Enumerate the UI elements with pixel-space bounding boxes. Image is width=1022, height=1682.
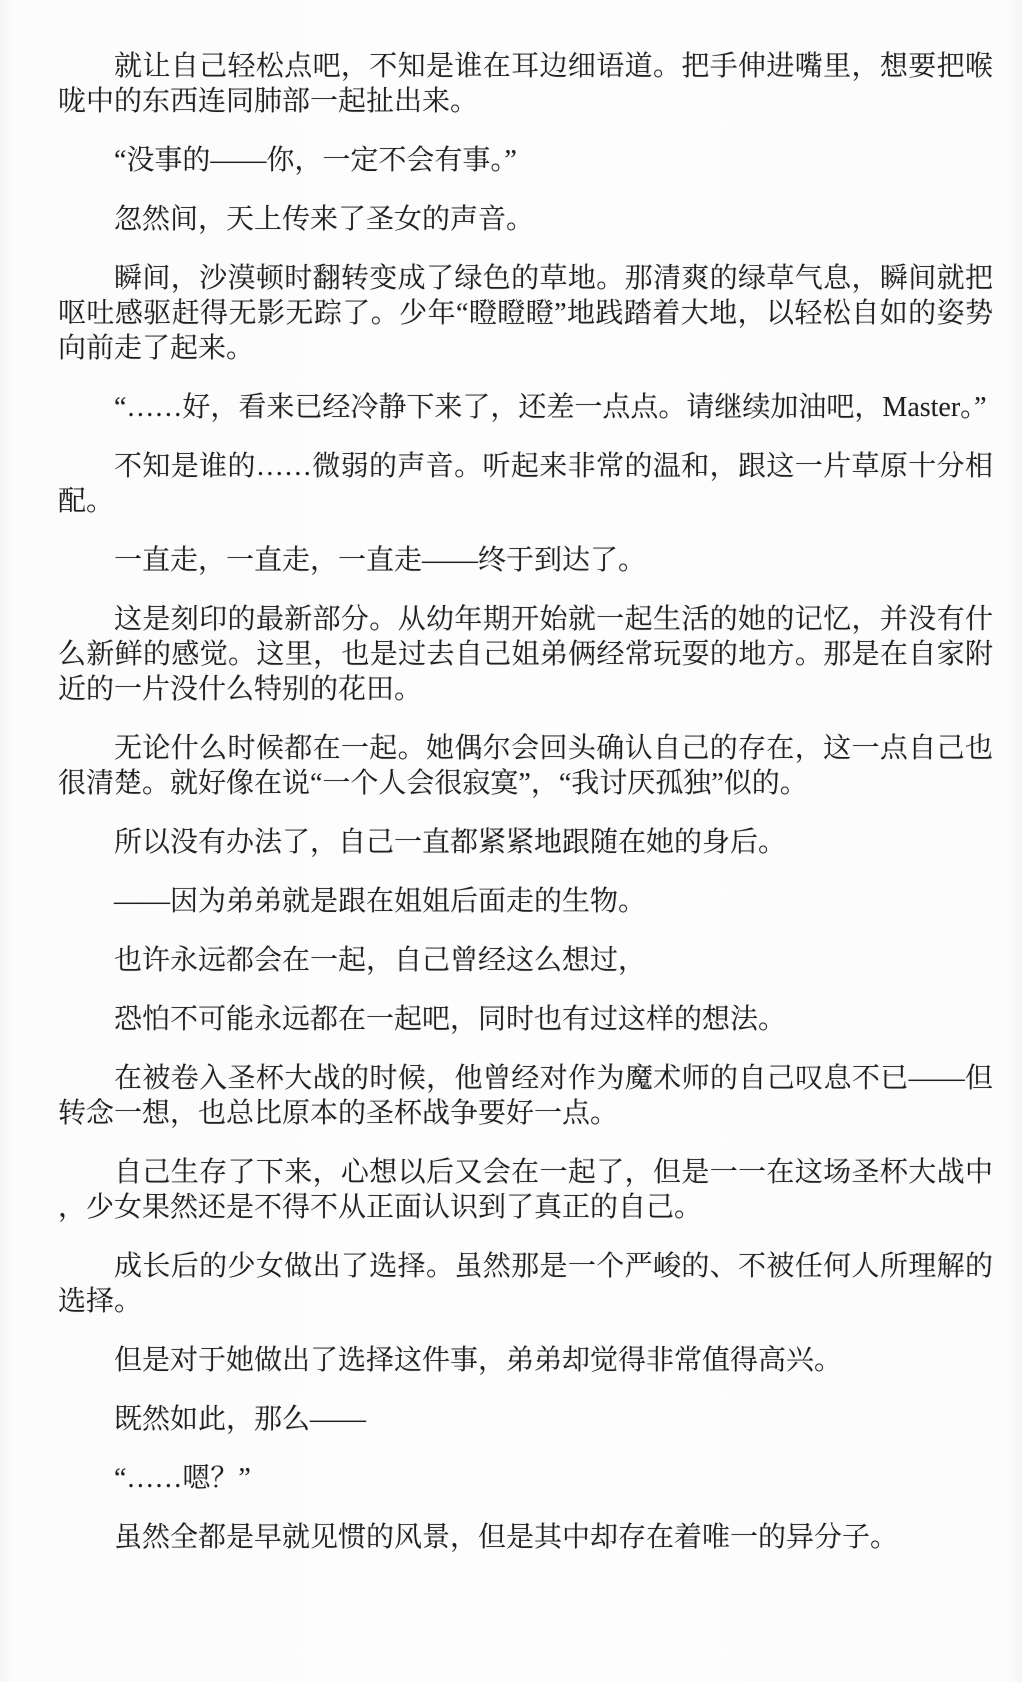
paragraph: 也许永远都会在一起，自己曾经这么想过，: [114, 945, 647, 976]
paragraph: 自己生存了下来，心想以后又会在一起了，但是一一在这场圣杯大战中，少女果然还是不得不从正面认识到了真正的自己。: [58, 1157, 993, 1223]
paragraph: ——因为弟弟就是跟在姐姐后面走的生物。: [114, 886, 647, 917]
paragraph: 恐怕不可能永远都在一起吧，同时也有过这样的想法。: [114, 1004, 787, 1035]
paragraph: 忽然间，天上传来了圣女的声音。: [114, 204, 535, 235]
paragraph: 所以没有办法了，自己一直都紧紧地跟随在她的身后。: [114, 827, 787, 858]
paragraph: “没事的——你，一定不会有事。”: [114, 145, 517, 176]
paragraph: 但是对于她做出了选择这件事，弟弟却觉得非常值得高兴。: [114, 1345, 843, 1376]
paragraph: 无论什么时候都在一起。她偶尔会回头确认自己的存在，这一点自己也很清楚。就好像在说“一个人会很寂寞”，“我讨厌孤独”似的。: [58, 733, 993, 799]
paragraph: 就让自己轻松点吧，不知是谁在耳边细语道。把手伸进嘴里，想要把喉咙中的东西连同肺部一起扯出来。: [58, 51, 993, 117]
paragraph: 瞬间，沙漠顿时翻转变成了绿色的草地。那清爽的绿草气息，瞬间就把呕吐感驱赶得无影无踪了。少年“瞪瞪瞪”地践踏着大地，以轻松自如的姿势向前走了起来。: [58, 263, 993, 364]
paragraph: 既然如此，那么——: [114, 1404, 367, 1435]
paragraph: 不知是谁的……微弱的声音。听起来非常的温和，跟这一片草原十分相配。: [58, 451, 993, 517]
paragraph: 成长后的少女做出了选择。虽然那是一个严峻的、不被任何人所理解的选择。: [58, 1251, 993, 1317]
paragraph: 一直走，一直走，一直走——终于到达了。: [114, 545, 647, 576]
paragraph: 在被卷入圣杯大战的时候，他曾经对作为魔术师的自己叹息不已——但转念一想，也总比原本的圣杯战争要好一点。: [58, 1063, 993, 1129]
paragraph: 虽然全都是早就见惯的风景，但是其中却存在着唯一的异分子。: [114, 1522, 899, 1553]
paragraph: “……好，看来已经冷静下来了，还差一点点。请继续加油吧，Master。”: [114, 392, 987, 423]
paragraph: 这是刻印的最新部分。从幼年期开始就一起生活的她的记忆，并没有什么新鲜的感觉。这里，也是过去自己姐弟俩经常玩耍的地方。那是在自家附近的一片没什么特别的花田。: [58, 604, 993, 705]
text-block: [58, 49, 993, 1579]
paragraph: “……嗯？”: [114, 1463, 251, 1494]
